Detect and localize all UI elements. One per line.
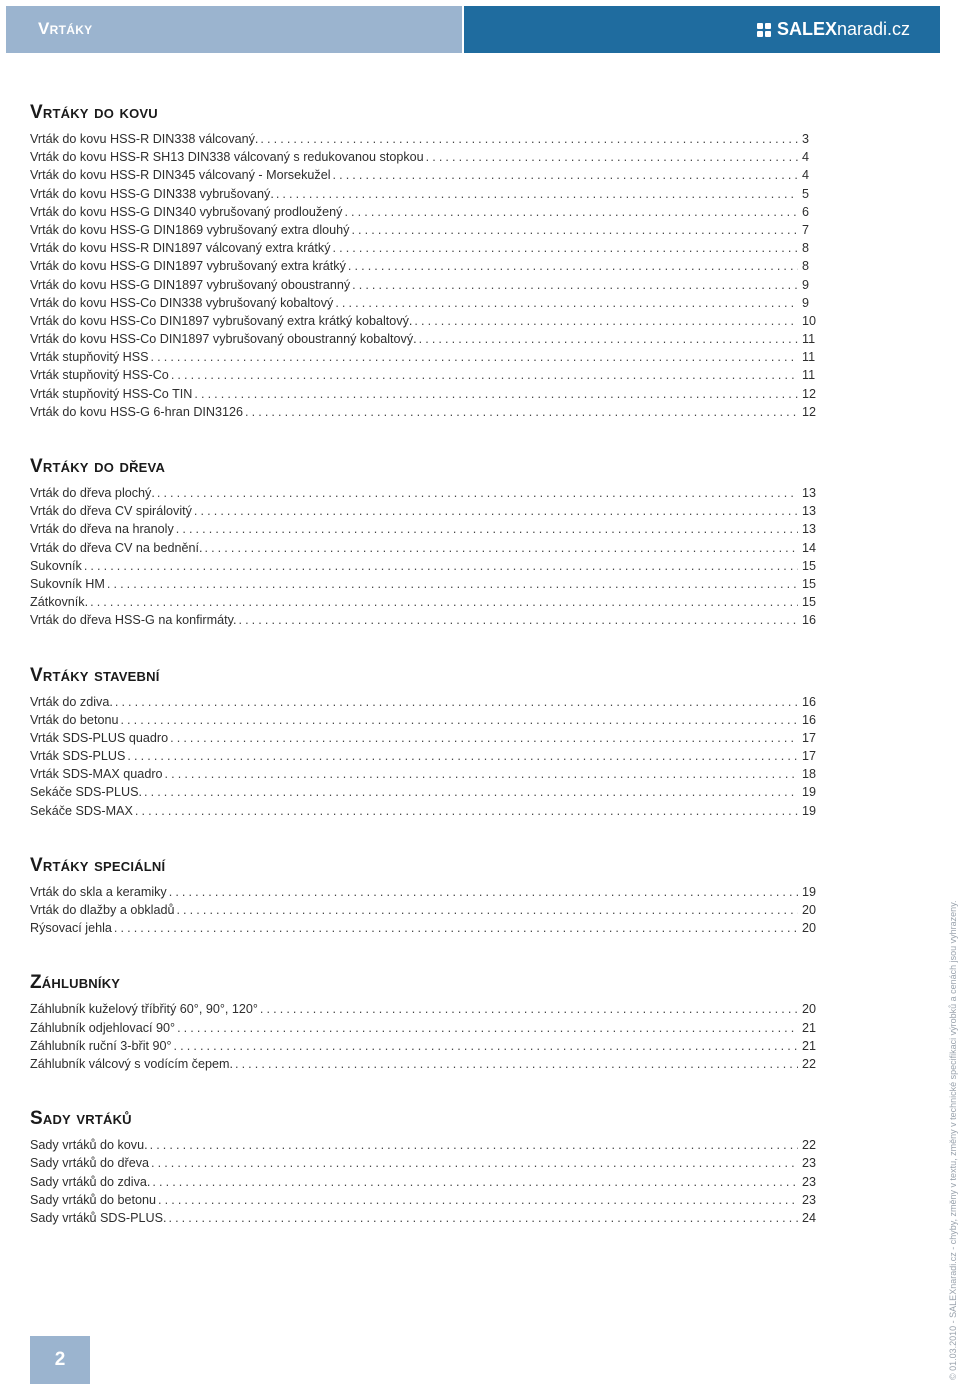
toc-entry[interactable] xyxy=(30,1019,816,1037)
dot-leader xyxy=(168,1209,798,1227)
toc-entry-page: 23 xyxy=(801,1174,816,1189)
toc-entry-label: Sukovník HM xyxy=(30,576,105,591)
toc-entry[interactable] xyxy=(30,711,816,729)
toc-entry-page: 11 xyxy=(802,350,816,365)
toc-entry[interactable] xyxy=(30,539,816,557)
toc-entry[interactable] xyxy=(30,1037,816,1055)
toc-entry[interactable] xyxy=(30,729,816,747)
toc-entry-page: 14 xyxy=(801,540,816,555)
toc-entry-label: Záhlubník ruční 3-břit 90° xyxy=(30,1038,172,1053)
header-logo-bar xyxy=(464,6,940,53)
toc-entry-label: Vrták do kovu HSS-Co DIN338 vybrušovaný kobaltový xyxy=(30,295,334,310)
toc-entry-page: 19 xyxy=(801,785,816,800)
toc-entry-label: Vrták do skla a keramiky xyxy=(30,884,167,899)
toc-entry-page: 15 xyxy=(801,595,816,610)
dot-leader xyxy=(114,919,798,937)
toc-entry-label: Sekáče SDS-PLUS. xyxy=(30,785,142,800)
toc-entry-page: 24 xyxy=(801,1210,816,1225)
toc-entry[interactable] xyxy=(30,130,816,148)
toc-entry[interactable] xyxy=(30,257,816,275)
dot-leader xyxy=(194,385,798,403)
dot-leader xyxy=(135,802,798,820)
logo-domain: naradi.cz xyxy=(836,19,910,39)
section-heading: Záhlubníky xyxy=(30,972,121,994)
dot-leader xyxy=(194,502,798,520)
dot-leader xyxy=(177,1019,798,1037)
toc-entry-label: Vrták do kovu HSS-G DIN1869 vybrušovaný extra dlouhý xyxy=(30,222,350,237)
toc-entry-page: 9 xyxy=(802,277,810,292)
dot-leader xyxy=(176,520,798,538)
toc-entry-label: Vrták SDS-PLUS xyxy=(30,749,126,764)
dot-leader xyxy=(90,593,798,611)
toc-entry-label: Rýsovací jehla xyxy=(30,921,112,936)
toc-entry-label: Vrták do kovu HSS-G 6-hran DIN3126 xyxy=(30,404,244,419)
toc-entry[interactable] xyxy=(30,312,816,330)
dot-leader xyxy=(333,166,799,184)
section-heading: Vrtáky speciální xyxy=(30,854,166,876)
toc-entry-label: Sady vrtáků do kovu. xyxy=(30,1138,148,1153)
toc-section xyxy=(30,452,816,630)
salex-logo[interactable] xyxy=(757,19,910,40)
toc-entry-page: 6 xyxy=(802,204,810,219)
toc-entry-label: Vrták do dřeva HSS-G na konfirmáty. xyxy=(30,613,237,628)
toc-entry-page: 17 xyxy=(801,730,816,745)
toc-entry[interactable] xyxy=(30,693,816,711)
toc-section xyxy=(30,98,816,421)
toc-entry-label: Vrták do dřeva plochý. xyxy=(30,486,155,500)
toc-entry[interactable] xyxy=(30,1000,816,1018)
dot-leader xyxy=(152,1173,798,1191)
toc-entry-label: Vrták do dlažby a obkladů xyxy=(30,903,175,917)
toc-entry-label: Zátkovník. xyxy=(30,595,89,610)
dot-leader xyxy=(335,294,798,312)
section-heading: Vrtáky do kovu xyxy=(30,102,158,123)
dot-leader xyxy=(171,366,798,384)
dot-leader xyxy=(144,783,798,801)
toc-entry-label: Vrták stupňovitý HSS xyxy=(30,350,149,365)
toc-entry-label: Záhlubník válcový s vodícím čepem. xyxy=(30,1056,233,1071)
dot-leader xyxy=(260,130,798,148)
toc-entry-label: Vrták do kovu HSS-R DIN345 válcovaný - Morsekužel xyxy=(30,168,331,183)
dot-leader xyxy=(127,747,798,765)
toc-entry[interactable] xyxy=(30,348,816,366)
toc-entry-page: 21 xyxy=(801,1020,816,1035)
toc-entry-label: Vrták do kovu HSS-R SH13 DIN338 válcovaný s redukovanou stopkou xyxy=(30,150,424,165)
toc-entry[interactable] xyxy=(30,185,816,203)
dot-leader xyxy=(170,729,798,747)
page-header xyxy=(6,6,940,53)
toc-entry-page: 4 xyxy=(802,150,810,165)
dot-leader xyxy=(204,539,798,557)
toc-entry-page: 3 xyxy=(802,132,810,146)
toc-entry[interactable] xyxy=(30,1154,816,1172)
header-title-bar xyxy=(6,6,462,53)
dot-leader xyxy=(165,765,798,783)
toc-entry[interactable] xyxy=(30,403,816,421)
toc-entry-page: 17 xyxy=(801,749,816,764)
toc-entry[interactable] xyxy=(30,747,816,765)
toc-entry-page: 12 xyxy=(801,386,816,401)
toc-entry-label: Sady vrtáků do dřeva xyxy=(30,1156,150,1171)
table-of-contents xyxy=(30,98,816,1258)
dot-leader xyxy=(169,883,798,901)
toc-entry-page: 21 xyxy=(801,1038,816,1053)
toc-entry-label: Sady vrtáků do betonu xyxy=(30,1192,157,1207)
dot-leader xyxy=(351,221,798,239)
toc-entry[interactable] xyxy=(30,366,816,384)
section-heading: Vrtáky do dřeva xyxy=(30,456,166,477)
toc-entry[interactable] xyxy=(30,330,816,348)
dot-leader xyxy=(238,611,798,629)
toc-entry-page: 19 xyxy=(801,884,816,899)
section-heading: Sady vrtáků xyxy=(30,1108,132,1130)
toc-entry-label: Vrták do kovu HSS-Co DIN1897 vybrušovaný oboustranný kobaltový. xyxy=(30,332,417,347)
toc-entry-page: 15 xyxy=(801,576,816,591)
toc-entry-page: 8 xyxy=(802,241,810,256)
toc-entry-page: 13 xyxy=(801,504,816,519)
toc-entry-page: 9 xyxy=(802,295,810,310)
dot-leader xyxy=(174,1037,798,1055)
toc-entry[interactable] xyxy=(30,294,816,312)
toc-entry-page: 8 xyxy=(802,259,810,274)
dot-leader xyxy=(151,348,798,366)
toc-entry[interactable] xyxy=(30,1136,816,1154)
toc-entry-label: Vrták do zdiva. xyxy=(30,694,113,709)
toc-entry-page: 10 xyxy=(801,313,816,328)
dot-leader xyxy=(107,575,798,593)
toc-entry-page: 19 xyxy=(801,803,816,818)
toc-entry-page: 20 xyxy=(801,921,816,936)
toc-entry-page: 5 xyxy=(802,186,810,201)
toc-entry-page: 22 xyxy=(801,1056,816,1071)
dot-leader xyxy=(158,1191,798,1209)
toc-entry[interactable] xyxy=(30,575,816,593)
toc-entry[interactable] xyxy=(30,502,816,520)
toc-entry[interactable] xyxy=(30,765,816,783)
page-number: 2 xyxy=(30,1336,90,1384)
dot-leader xyxy=(419,330,798,348)
toc-entry-page: 11 xyxy=(802,332,816,347)
toc-entry-label: Vrták stupňovitý HSS-Co xyxy=(30,368,169,383)
toc-entry[interactable] xyxy=(30,1191,816,1209)
toc-entry[interactable] xyxy=(30,166,816,184)
toc-entry-label: Vrták do dřeva CV spirálovitý xyxy=(30,504,192,519)
toc-entry-label: Záhlubník kuželový tříbřitý 60°, 90°, 120° xyxy=(30,1002,258,1017)
toc-section xyxy=(30,851,816,938)
toc-entry-page: 16 xyxy=(801,613,816,628)
toc-entry-label: Vrták do dřeva na hranoly xyxy=(30,522,174,537)
dot-leader xyxy=(276,185,798,203)
toc-entry-label: Vrták SDS-PLUS quadro xyxy=(30,730,169,745)
section-heading: Vrtáky stavební xyxy=(30,664,160,686)
toc-section xyxy=(30,1104,816,1227)
toc-entry-label: Vrták do kovu HSS-G DIN1897 vybrušovaný oboustranný xyxy=(30,277,351,292)
toc-entry-label: Sukovník xyxy=(30,558,82,573)
dot-leader xyxy=(414,312,798,330)
toc-entry-label: Sady vrtáků SDS-PLUS. xyxy=(30,1210,167,1225)
dot-leader xyxy=(235,1055,798,1073)
toc-entry-label: Sady vrtáků do zdiva. xyxy=(30,1174,151,1189)
dot-leader xyxy=(84,557,798,575)
toc-entry-page: 23 xyxy=(801,1156,816,1171)
toc-entry[interactable] xyxy=(30,484,816,502)
toc-entry[interactable] xyxy=(30,520,816,538)
toc-entry[interactable] xyxy=(30,901,816,919)
toc-entry-page: 23 xyxy=(801,1192,816,1207)
toc-entry-label: Vrták do betonu xyxy=(30,712,119,727)
toc-entry[interactable] xyxy=(30,611,816,629)
toc-entry[interactable] xyxy=(30,1209,816,1227)
dot-leader xyxy=(150,1136,798,1154)
toc-entry-page: 12 xyxy=(801,404,816,419)
toc-entry-page: 7 xyxy=(802,222,810,237)
toc-entry[interactable] xyxy=(30,1173,816,1191)
toc-entry-page: 20 xyxy=(801,1002,816,1017)
toc-entry[interactable] xyxy=(30,239,816,257)
disclaimer-note: © 01.03.2010 - SALEXnaradi.cz - chyby, změny v textu, změny v technické specifikaci výrobků a cenách jsou vyhrazeny. xyxy=(948,900,958,1380)
dot-leader xyxy=(120,711,798,729)
toc-entry-label: Vrták do dřeva CV na bednění. xyxy=(30,540,203,555)
dot-leader xyxy=(115,693,798,711)
toc-entry[interactable] xyxy=(30,883,816,901)
dot-leader xyxy=(333,239,798,257)
toc-entry-page: 15 xyxy=(801,558,816,573)
toc-entry-label: Vrták do kovu HSS-Co DIN1897 vybrušovaný extra krátký kobaltový. xyxy=(30,313,413,328)
logo-brand: SALEX xyxy=(776,19,837,39)
toc-entry-page: 18 xyxy=(801,767,816,782)
toc-entry-page: 22 xyxy=(801,1138,816,1153)
toc-entry-label: Vrták stupňovitý HSS-Co TIN xyxy=(30,386,193,401)
dot-leader xyxy=(426,148,798,166)
toc-entry-page: 13 xyxy=(801,522,816,537)
dot-leader xyxy=(260,1000,798,1018)
toc-entry-page: 16 xyxy=(801,712,816,727)
toc-entry-page: 20 xyxy=(801,903,816,917)
toc-entry-label: Vrták do kovu HSS-R DIN338 válcovaný. xyxy=(30,132,259,146)
toc-entry[interactable] xyxy=(30,557,816,575)
toc-entry[interactable] xyxy=(30,221,816,239)
toc-entry-page: 4 xyxy=(802,168,810,183)
toc-entry[interactable] xyxy=(30,919,816,937)
dot-leader xyxy=(151,1154,798,1172)
toc-entry-label: Vrták SDS-MAX quadro xyxy=(30,767,163,782)
toc-entry[interactable] xyxy=(30,385,816,403)
dot-leader xyxy=(352,276,798,294)
toc-entry[interactable] xyxy=(30,276,816,294)
toc-section xyxy=(30,968,816,1073)
page-title: Vrtáky xyxy=(38,19,93,38)
dot-leader xyxy=(245,403,798,421)
toc-entry-label: Vrták do kovu HSS-G DIN340 vybrušovaný prodloužený xyxy=(30,204,343,219)
toc-entry-label: Sekáče SDS-MAX xyxy=(30,803,133,818)
toc-entry-page: 13 xyxy=(801,486,816,500)
toc-entry-page: 16 xyxy=(801,694,816,709)
toc-entry[interactable] xyxy=(30,783,816,801)
toc-entry-label: Vrták do kovu HSS-G DIN1897 vybrušovaný extra krátký xyxy=(30,259,346,274)
toc-entry-label: Vrták do kovu HSS-G DIN338 vybrušovaný. xyxy=(30,186,274,201)
toc-entry[interactable] xyxy=(30,593,816,611)
toc-entry[interactable] xyxy=(30,148,816,166)
toc-section xyxy=(30,661,816,820)
toc-entry[interactable] xyxy=(30,203,816,221)
dot-leader xyxy=(348,257,798,275)
dot-leader xyxy=(344,203,798,221)
logo-dots-icon xyxy=(757,23,771,37)
toc-entry-label: Vrták do kovu HSS-R DIN1897 válcovaný extra krátký xyxy=(30,241,331,256)
toc-entry[interactable] xyxy=(30,802,816,820)
toc-entry-label: Záhlubník odjehlovací 90° xyxy=(30,1020,176,1035)
toc-entry-page: 11 xyxy=(802,368,816,383)
toc-entry[interactable] xyxy=(30,1055,816,1073)
dot-leader xyxy=(157,484,798,502)
dot-leader xyxy=(176,901,798,919)
